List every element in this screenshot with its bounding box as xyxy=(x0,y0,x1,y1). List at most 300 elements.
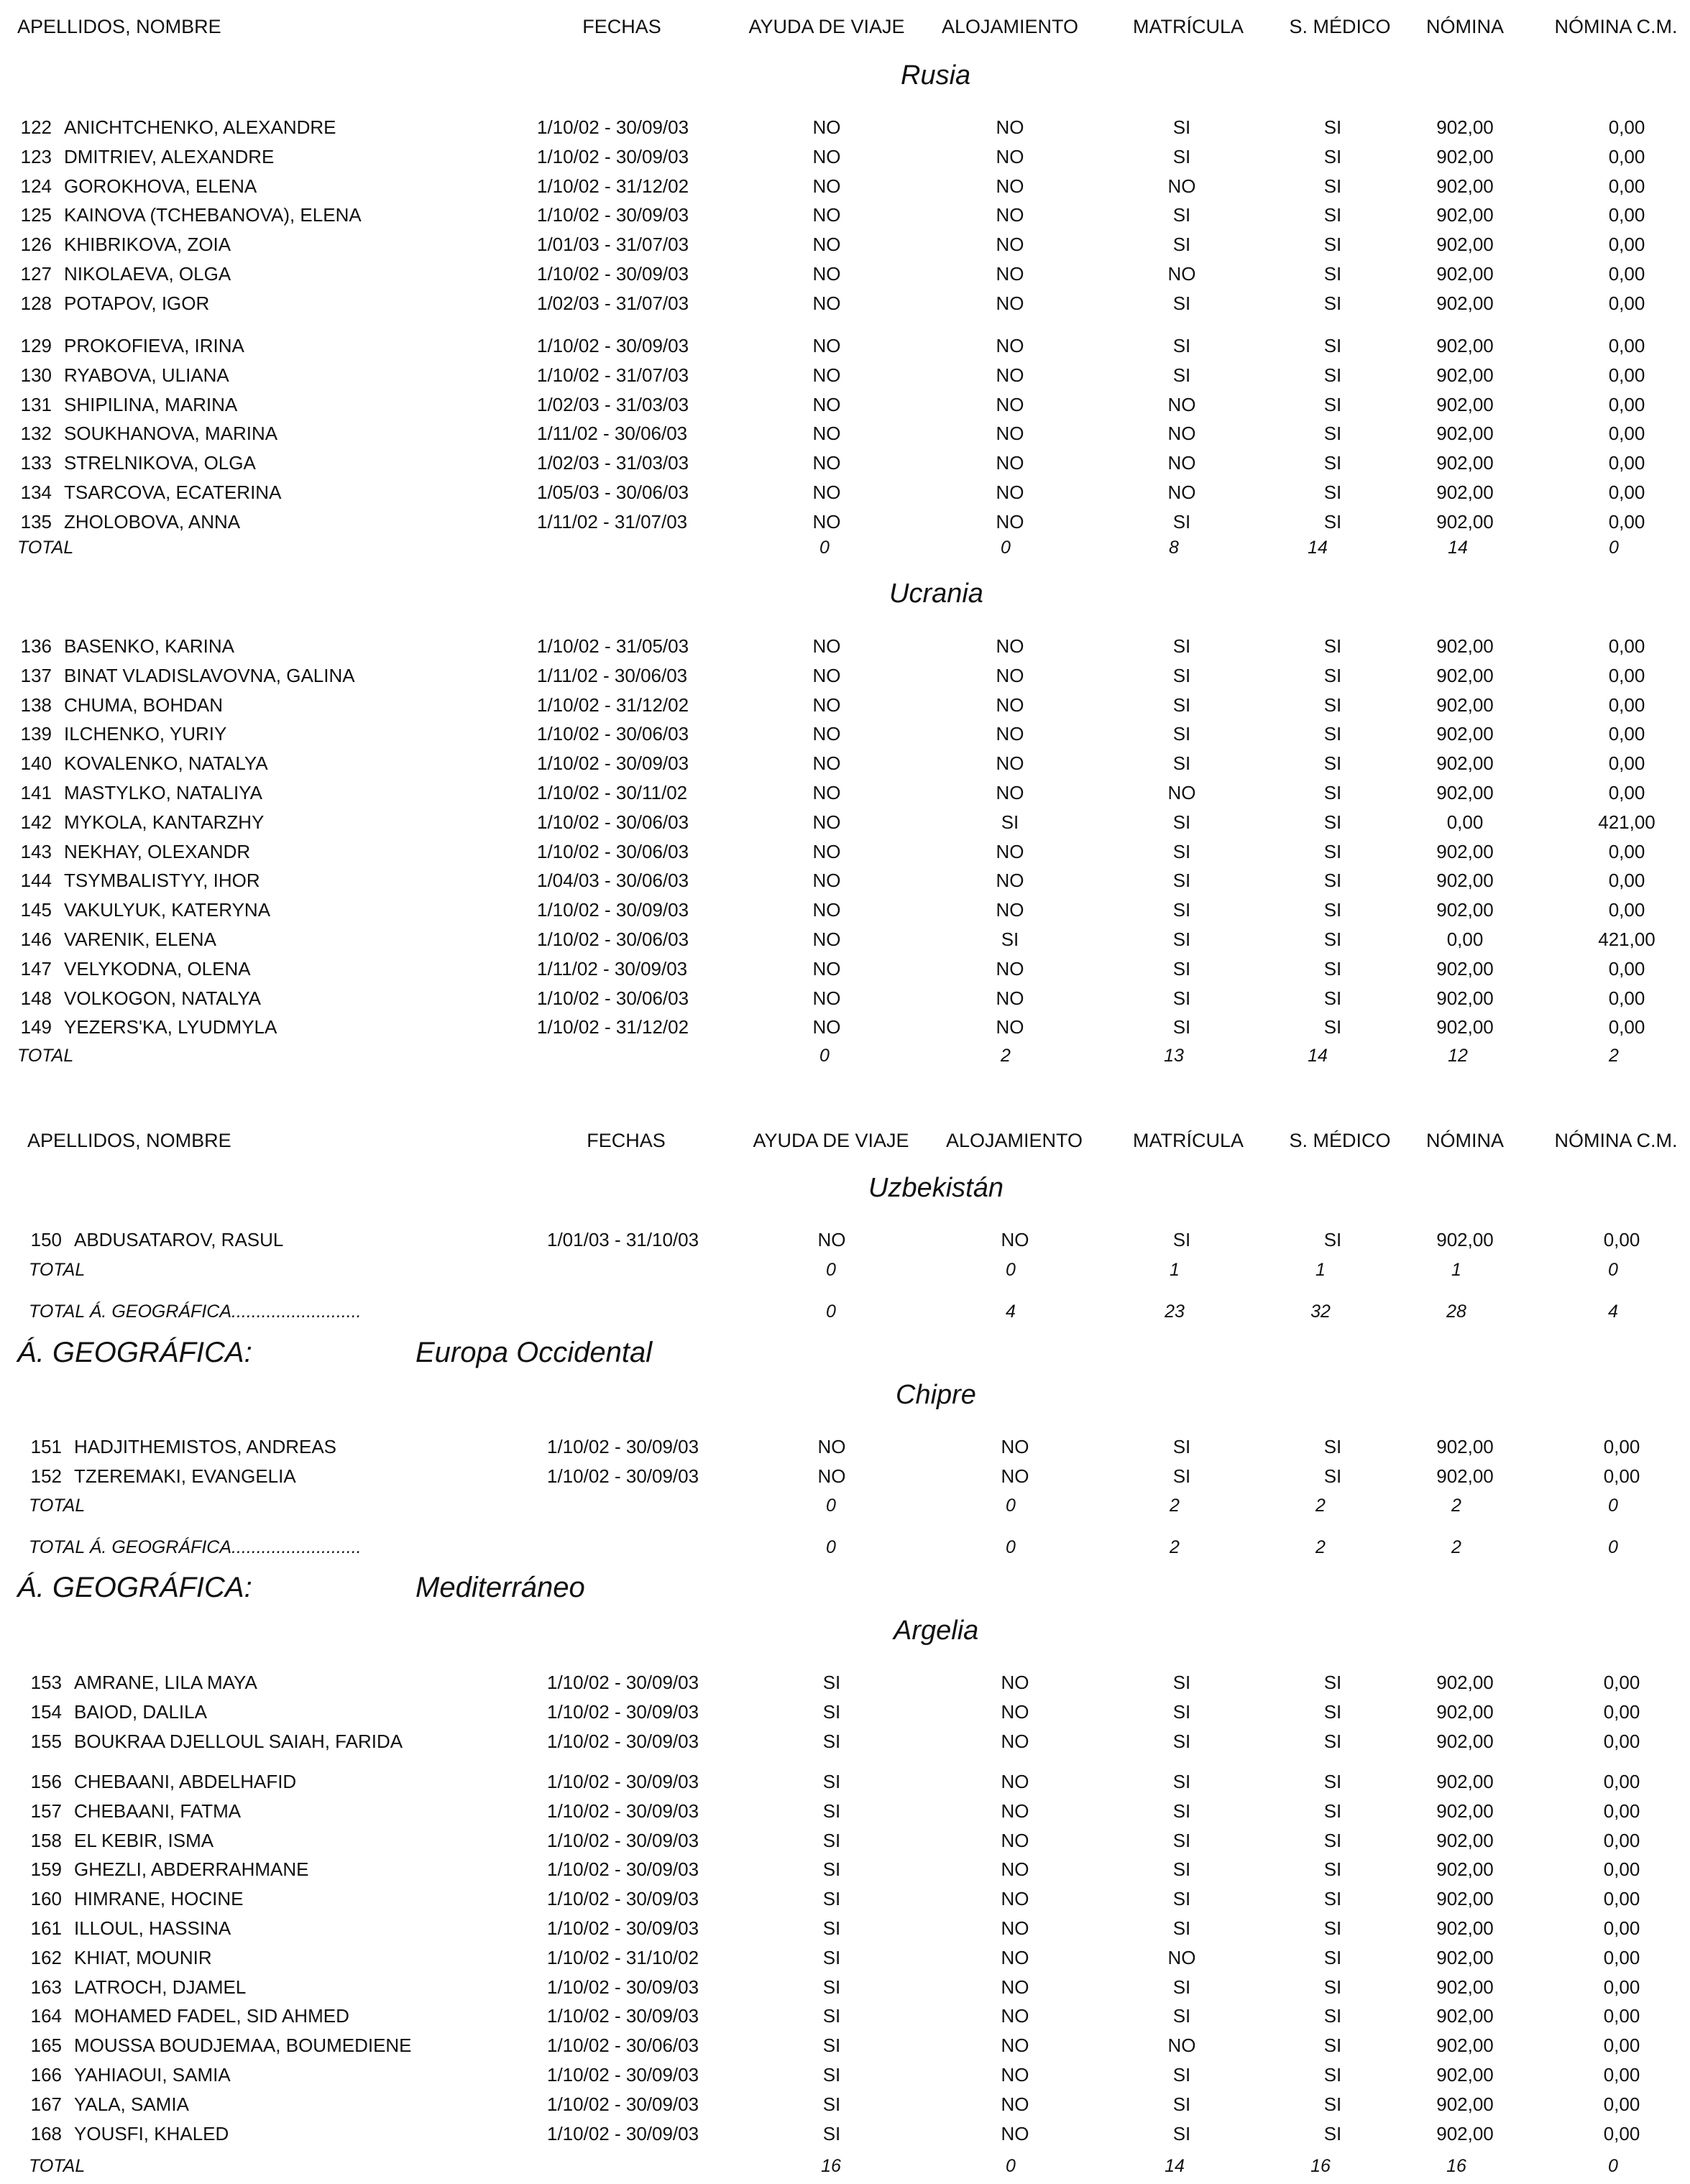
column-header: NÓMINA xyxy=(1426,16,1504,37)
date-range: 1/11/02 - 30/06/03 xyxy=(537,423,688,445)
table-row xyxy=(0,1465,1690,1491)
medical-cell: SI xyxy=(1323,452,1342,474)
medical-cell: SI xyxy=(1323,694,1342,716)
travel-aid-cell: NO xyxy=(812,694,841,716)
payroll-cm-cell: 421,00 xyxy=(1598,929,1655,950)
row-number: 151 xyxy=(30,1436,62,1457)
total-value: 0 xyxy=(826,1301,836,1322)
payroll-cell: 902,00 xyxy=(1436,1465,1494,1487)
person-name: VOLKOGON, NATALYA xyxy=(64,987,262,1009)
column-header: S. MÉDICO xyxy=(1289,1130,1391,1151)
payroll-cm-cell: 421,00 xyxy=(1598,811,1655,833)
person-name: CHEBAANI, ABDELHAFID xyxy=(74,1771,297,1792)
payroll-cell: 902,00 xyxy=(1436,116,1494,138)
date-range: 1/10/02 - 31/12/02 xyxy=(537,175,689,197)
person-name: AMRANE, LILA MAYA xyxy=(74,1672,257,1693)
medical-cell: SI xyxy=(1323,664,1342,686)
travel-aid-cell: SI xyxy=(822,1800,841,1822)
table-row xyxy=(0,1858,1690,1884)
travel-aid-cell: NO xyxy=(812,145,841,167)
lodging-cell: NO xyxy=(996,635,1024,657)
person-name: ABDUSATAROV, RASUL xyxy=(74,1229,284,1250)
enrollment-cell: SI xyxy=(1172,1672,1191,1693)
lodging-cell: NO xyxy=(996,752,1024,775)
payroll-cell: 902,00 xyxy=(1436,234,1494,256)
lodging-cell: NO xyxy=(996,116,1024,138)
date-range: 1/10/02 - 30/09/03 xyxy=(547,1771,699,1792)
payroll-cm-cell: 0,00 xyxy=(1608,204,1645,226)
travel-aid-cell: NO xyxy=(817,1436,846,1457)
date-range: 1/10/02 - 30/09/03 xyxy=(547,2064,699,2086)
enrollment-cell: SI xyxy=(1172,234,1191,256)
travel-aid-cell: NO xyxy=(812,1016,841,1038)
person-name: TSYMBALISTYY, IHOR xyxy=(64,870,260,892)
medical-cell: SI xyxy=(1323,145,1342,167)
travel-aid-cell: NO xyxy=(812,335,841,356)
row-number: 161 xyxy=(30,1917,62,1939)
date-range: 1/10/02 - 30/06/03 xyxy=(537,811,689,833)
lodging-cell: NO xyxy=(996,694,1024,716)
enrollment-cell: SI xyxy=(1172,1888,1191,1910)
payroll-cm-cell: 0,00 xyxy=(1608,510,1645,533)
country-title: Uzbekistán xyxy=(868,1173,1004,1203)
column-header: NÓMINA C.M. xyxy=(1554,1130,1678,1151)
row-number: 123 xyxy=(20,145,52,167)
medical-cell: SI xyxy=(1323,263,1342,285)
total-value: 0 xyxy=(826,1537,836,1557)
column-header: AYUDA DE VIAJE xyxy=(753,1130,909,1151)
table-row xyxy=(0,2064,1690,2090)
payroll-cell: 902,00 xyxy=(1436,664,1494,686)
column-header: ALOJAMIENTO xyxy=(945,1130,1083,1151)
lodging-cell: NO xyxy=(996,234,1024,256)
date-range: 1/04/03 - 30/06/03 xyxy=(537,870,689,892)
date-range: 1/10/02 - 30/09/03 xyxy=(537,899,689,921)
medical-cell: SI xyxy=(1323,723,1342,745)
lodging-cell: NO xyxy=(996,204,1024,226)
payroll-cell: 902,00 xyxy=(1436,423,1494,445)
payroll-cell: 902,00 xyxy=(1436,1946,1494,1968)
medical-cell: SI xyxy=(1323,957,1342,980)
payroll-cm-cell: 0,00 xyxy=(1603,1858,1640,1881)
medical-cell: SI xyxy=(1323,2093,1342,2115)
lodging-cell: NO xyxy=(996,510,1024,533)
total-value: 0 xyxy=(1608,1537,1618,1557)
payroll-cm-cell: 0,00 xyxy=(1608,393,1645,415)
total-label: TOTAL xyxy=(29,1496,86,1516)
enrollment-cell: SI xyxy=(1172,1436,1191,1457)
table-row xyxy=(0,511,1690,537)
row-number: 155 xyxy=(30,1730,62,1752)
medical-cell: SI xyxy=(1323,1858,1342,1881)
lodging-cell: NO xyxy=(996,393,1024,415)
enrollment-cell: SI xyxy=(1172,929,1191,950)
person-name: YAHIAOUI, SAMIA xyxy=(74,2064,231,2086)
travel-aid-cell: NO xyxy=(812,987,841,1009)
medical-cell: SI xyxy=(1323,635,1342,657)
enrollment-cell: SI xyxy=(1172,335,1191,356)
total-value: 14 xyxy=(1448,538,1468,558)
lodging-cell: NO xyxy=(996,263,1024,285)
date-range: 1/10/02 - 30/09/03 xyxy=(547,2122,699,2144)
person-name: GOROKHOVA, ELENA xyxy=(64,175,257,197)
person-name: MOUSSA BOUDJEMAA, BOUMEDIENE xyxy=(74,2035,412,2057)
payroll-cell: 902,00 xyxy=(1436,2093,1494,2115)
payroll-cell: 902,00 xyxy=(1436,204,1494,226)
lodging-cell: NO xyxy=(1001,2122,1029,2144)
date-range: 1/11/02 - 30/09/03 xyxy=(537,957,688,980)
lodging-cell: NO xyxy=(1001,1672,1029,1693)
total-value: 23 xyxy=(1165,1301,1185,1322)
payroll-cell: 902,00 xyxy=(1436,2035,1494,2057)
payroll-cell: 902,00 xyxy=(1436,1229,1494,1250)
person-name: MOHAMED FADEL, SID AHMED xyxy=(74,2005,349,2027)
row-number: 125 xyxy=(20,204,52,226)
lodging-cell: NO xyxy=(1001,2064,1029,2086)
lodging-cell: NO xyxy=(1001,1946,1029,1968)
payroll-cell: 902,00 xyxy=(1436,482,1494,503)
row-number: 132 xyxy=(20,423,52,445)
date-range: 1/10/02 - 30/09/03 xyxy=(547,1465,699,1487)
total-value: 14 xyxy=(1308,538,1328,558)
travel-aid-cell: NO xyxy=(812,929,841,950)
date-range: 1/10/02 - 30/09/03 xyxy=(537,145,689,167)
medical-cell: SI xyxy=(1323,987,1342,1009)
total-value: 2 xyxy=(1315,1496,1326,1516)
medical-cell: SI xyxy=(1323,1730,1342,1752)
enrollment-cell: SI xyxy=(1172,2064,1191,2086)
person-name: PROKOFIEVA, IRINA xyxy=(64,335,244,356)
lodging-cell: NO xyxy=(996,899,1024,921)
lodging-cell: NO xyxy=(1001,1771,1029,1792)
date-range: 1/10/02 - 30/09/03 xyxy=(537,204,689,226)
medical-cell: SI xyxy=(1323,335,1342,356)
row-number: 150 xyxy=(30,1229,62,1250)
person-name: KHIBRIKOVA, ZOIA xyxy=(64,234,231,256)
person-name: MASTYLKO, NATALIYA xyxy=(64,782,262,803)
payroll-cm-cell: 0,00 xyxy=(1608,752,1645,775)
enrollment-cell: NO xyxy=(1167,175,1196,197)
total-value: 2 xyxy=(1170,1496,1180,1516)
payroll-cm-cell: 0,00 xyxy=(1608,452,1645,474)
medical-cell: SI xyxy=(1323,1976,1342,1998)
person-name: VELYKODNA, OLENA xyxy=(64,957,251,980)
total-label: TOTAL xyxy=(29,2156,86,2176)
travel-aid-cell: SI xyxy=(822,1730,841,1752)
lodging-cell: NO xyxy=(996,723,1024,745)
date-range: 1/10/02 - 30/09/03 xyxy=(547,1888,699,1910)
row-number: 152 xyxy=(30,1465,62,1487)
column-header-row xyxy=(0,16,1690,45)
column-header: NÓMINA xyxy=(1426,1130,1504,1151)
lodging-cell: NO xyxy=(1001,1730,1029,1752)
enrollment-cell: SI xyxy=(1172,1730,1191,1752)
payroll-cm-cell: 0,00 xyxy=(1603,1771,1640,1792)
person-name: HIMRANE, HOCINE xyxy=(74,1888,244,1910)
person-name: SHIPILINA, MARINA xyxy=(64,393,238,415)
travel-aid-cell: NO xyxy=(812,723,841,745)
payroll-cm-cell: 0,00 xyxy=(1603,2122,1640,2144)
travel-aid-cell: NO xyxy=(812,664,841,686)
row-number: 140 xyxy=(20,752,52,775)
medical-cell: SI xyxy=(1323,423,1342,445)
table-row xyxy=(0,1016,1690,1042)
table-row xyxy=(0,1436,1690,1462)
lodging-cell: NO xyxy=(996,364,1024,386)
lodging-cell: NO xyxy=(1001,1700,1029,1723)
travel-aid-cell: NO xyxy=(812,263,841,285)
person-name: CHUMA, BOHDAN xyxy=(64,694,224,716)
medical-cell: SI xyxy=(1323,2005,1342,2027)
medical-cell: SI xyxy=(1323,1465,1342,1487)
total-value: 0 xyxy=(819,538,830,558)
payroll-cell: 902,00 xyxy=(1436,752,1494,775)
country-total-row xyxy=(0,538,1690,563)
date-range: 1/10/02 - 30/09/03 xyxy=(547,1829,699,1851)
enrollment-cell: SI xyxy=(1172,1800,1191,1822)
payroll-cell: 902,00 xyxy=(1436,1016,1494,1038)
payroll-cell: 902,00 xyxy=(1436,263,1494,285)
lodging-cell: NO xyxy=(996,840,1024,862)
lodging-cell: SI xyxy=(1001,811,1019,833)
lodging-cell: NO xyxy=(996,664,1024,686)
enrollment-cell: SI xyxy=(1172,1016,1191,1038)
travel-aid-cell: NO xyxy=(812,393,841,415)
enrollment-cell: NO xyxy=(1167,482,1196,503)
medical-cell: SI xyxy=(1323,1016,1342,1038)
person-name: BINAT VLADISLAVOVNA, GALINA xyxy=(64,664,355,686)
medical-cell: SI xyxy=(1323,2122,1342,2144)
table-row xyxy=(0,929,1690,954)
date-range: 1/10/02 - 30/06/03 xyxy=(547,2035,699,2057)
payroll-cell: 902,00 xyxy=(1436,1917,1494,1939)
medical-cell: SI xyxy=(1323,1229,1342,1250)
row-number: 158 xyxy=(30,1829,62,1851)
row-number: 136 xyxy=(20,635,52,657)
row-number: 127 xyxy=(20,263,52,285)
table-row xyxy=(0,482,1690,507)
total-value: 0 xyxy=(1001,538,1011,558)
enrollment-cell: SI xyxy=(1172,145,1191,167)
enrollment-cell: SI xyxy=(1172,1465,1191,1487)
person-name: BOUKRAA DJELLOUL SAIAH, FARIDA xyxy=(74,1730,403,1752)
medical-cell: SI xyxy=(1323,116,1342,138)
date-range: 1/11/02 - 31/07/03 xyxy=(537,510,688,533)
table-row xyxy=(0,146,1690,172)
medical-cell: SI xyxy=(1323,1672,1342,1693)
lodging-cell: NO xyxy=(1001,1976,1029,1998)
area-total-row xyxy=(0,1301,1690,1327)
payroll-cell: 902,00 xyxy=(1436,292,1494,314)
travel-aid-cell: NO xyxy=(812,870,841,892)
medical-cell: SI xyxy=(1323,1888,1342,1910)
date-range: 1/10/02 - 30/09/03 xyxy=(547,1917,699,1939)
area-total-label: TOTAL Á. GEOGRÁFICA.......................... xyxy=(29,1537,362,1557)
date-range: 1/10/02 - 30/09/03 xyxy=(547,1700,699,1723)
medical-cell: SI xyxy=(1323,234,1342,256)
table-row xyxy=(0,1888,1690,1914)
enrollment-cell: NO xyxy=(1167,452,1196,474)
travel-aid-cell: NO xyxy=(812,957,841,980)
payroll-cell: 902,00 xyxy=(1436,1771,1494,1792)
row-number: 126 xyxy=(20,234,52,256)
enrollment-cell: SI xyxy=(1172,2093,1191,2115)
enrollment-cell: SI xyxy=(1172,2122,1191,2144)
medical-cell: SI xyxy=(1323,782,1342,803)
column-header: FECHAS xyxy=(582,16,661,37)
person-name: DMITRIEV, ALEXANDRE xyxy=(64,145,275,167)
table-row xyxy=(0,423,1690,448)
payroll-cm-cell: 0,00 xyxy=(1603,1946,1640,1968)
date-range: 1/02/03 - 31/07/03 xyxy=(537,292,689,314)
person-name: HADJITHEMISTOS, ANDREAS xyxy=(74,1436,337,1457)
payroll-cell: 902,00 xyxy=(1436,870,1494,892)
table-row xyxy=(0,1229,1690,1255)
date-range: 1/10/02 - 30/06/03 xyxy=(537,840,689,862)
row-number: 162 xyxy=(30,1946,62,1968)
total-value: 0 xyxy=(1006,2156,1016,2176)
payroll-cm-cell: 0,00 xyxy=(1608,840,1645,862)
payroll-cell: 902,00 xyxy=(1436,1976,1494,1998)
total-value: 0 xyxy=(1006,1537,1016,1557)
payroll-cm-cell: 0,00 xyxy=(1603,1730,1640,1752)
medical-cell: SI xyxy=(1323,870,1342,892)
enrollment-cell: SI xyxy=(1172,116,1191,138)
enrollment-cell: SI xyxy=(1172,664,1191,686)
medical-cell: SI xyxy=(1323,899,1342,921)
person-name: YEZERS'KA, LYUDMYLA xyxy=(64,1016,277,1038)
row-number: 135 xyxy=(20,510,52,533)
row-number: 148 xyxy=(20,987,52,1009)
enrollment-cell: SI xyxy=(1172,811,1191,833)
medical-cell: SI xyxy=(1323,510,1342,533)
payroll-cell: 902,00 xyxy=(1436,1700,1494,1723)
payroll-cm-cell: 0,00 xyxy=(1608,145,1645,167)
enrollment-cell: SI xyxy=(1172,752,1191,775)
person-name: VAKULYUK, KATERYNA xyxy=(64,899,271,921)
travel-aid-cell: SI xyxy=(822,1858,841,1881)
payroll-cm-cell: 0,00 xyxy=(1603,1229,1640,1250)
travel-aid-cell: NO xyxy=(812,175,841,197)
table-row xyxy=(0,1672,1690,1697)
column-header: MATRÍCULA xyxy=(1132,1130,1244,1151)
medical-cell: SI xyxy=(1323,1946,1342,1968)
person-name: TZEREMAKI, EVANGELIA xyxy=(74,1465,296,1487)
payroll-cm-cell: 0,00 xyxy=(1603,2035,1640,2057)
geographic-area-name: Europa Occidental xyxy=(415,1337,653,1368)
date-range: 1/10/02 - 31/05/03 xyxy=(537,635,689,657)
payroll-cell: 902,00 xyxy=(1436,899,1494,921)
lodging-cell: NO xyxy=(996,870,1024,892)
medical-cell: SI xyxy=(1323,1829,1342,1851)
lodging-cell: NO xyxy=(996,1016,1024,1038)
table-row xyxy=(0,116,1690,142)
lodging-cell: NO xyxy=(996,423,1024,445)
payroll-cm-cell: 0,00 xyxy=(1608,957,1645,980)
country-title: Ucrania xyxy=(889,579,983,609)
date-range: 1/10/02 - 30/09/03 xyxy=(547,2093,699,2115)
payroll-cm-cell: 0,00 xyxy=(1608,782,1645,803)
date-range: 1/10/02 - 30/09/03 xyxy=(537,116,689,138)
medical-cell: SI xyxy=(1323,929,1342,950)
total-value: 14 xyxy=(1165,2156,1185,2176)
enrollment-cell: NO xyxy=(1167,263,1196,285)
person-name: SOUKHANOVA, MARINA xyxy=(64,423,278,445)
table-row xyxy=(0,665,1690,691)
enrollment-cell: SI xyxy=(1172,1229,1191,1250)
payroll-cm-cell: 0,00 xyxy=(1603,1829,1640,1851)
lodging-cell: NO xyxy=(1001,2093,1029,2115)
table-row xyxy=(0,335,1690,361)
medical-cell: SI xyxy=(1323,364,1342,386)
total-value: 2 xyxy=(1451,1537,1461,1557)
total-value: 0 xyxy=(1608,1496,1618,1516)
total-value: 2 xyxy=(1170,1537,1180,1557)
payroll-cell: 902,00 xyxy=(1436,2064,1494,2086)
person-name: NIKOLAEVA, OLGA xyxy=(64,263,231,285)
person-name: ZHOLOBOVA, ANNA xyxy=(64,510,241,533)
lodging-cell: NO xyxy=(1001,1229,1029,1250)
row-number: 159 xyxy=(30,1858,62,1881)
total-value: 32 xyxy=(1310,1301,1331,1322)
date-range: 1/10/02 - 30/09/03 xyxy=(547,1800,699,1822)
travel-aid-cell: SI xyxy=(822,1888,841,1910)
column-header: APELLIDOS, NOMBRE xyxy=(17,16,221,37)
total-value: 0 xyxy=(1609,538,1619,558)
enrollment-cell: SI xyxy=(1172,723,1191,745)
payroll-cm-cell: 0,00 xyxy=(1608,635,1645,657)
date-range: 1/10/02 - 30/11/02 xyxy=(537,782,688,803)
enrollment-cell: SI xyxy=(1172,840,1191,862)
travel-aid-cell: SI xyxy=(822,1946,841,1968)
row-number: 142 xyxy=(20,811,52,833)
row-number: 144 xyxy=(20,870,52,892)
date-range: 1/10/02 - 30/09/03 xyxy=(547,1672,699,1693)
payroll-cell: 902,00 xyxy=(1436,1888,1494,1910)
total-value: 14 xyxy=(1308,1046,1328,1066)
payroll-cell: 902,00 xyxy=(1436,987,1494,1009)
row-number: 139 xyxy=(20,723,52,745)
total-value: 16 xyxy=(821,2156,841,2176)
total-value: 2 xyxy=(1451,1496,1461,1516)
medical-cell: SI xyxy=(1323,393,1342,415)
person-name: KOVALENKO, NATALYA xyxy=(64,752,268,775)
lodging-cell: NO xyxy=(996,957,1024,980)
travel-aid-cell: SI xyxy=(822,2005,841,2027)
person-name: RYABOVA, ULIANA xyxy=(64,364,229,386)
medical-cell: SI xyxy=(1323,811,1342,833)
column-header: FECHAS xyxy=(587,1130,666,1151)
total-value: 1 xyxy=(1451,1260,1461,1280)
payroll-cell: 902,00 xyxy=(1436,175,1494,197)
enrollment-cell: SI xyxy=(1172,2005,1191,2027)
row-number: 160 xyxy=(30,1888,62,1910)
row-number: 138 xyxy=(20,694,52,716)
payroll-cm-cell: 0,00 xyxy=(1603,2064,1640,2086)
enrollment-cell: SI xyxy=(1172,635,1191,657)
lodging-cell: NO xyxy=(996,145,1024,167)
medical-cell: SI xyxy=(1323,1700,1342,1723)
payroll-cm-cell: 0,00 xyxy=(1603,2005,1640,2027)
total-value: 0 xyxy=(826,1260,836,1280)
total-value: 16 xyxy=(1446,2156,1466,2176)
date-range: 1/02/03 - 31/03/03 xyxy=(537,393,689,415)
travel-aid-cell: NO xyxy=(812,811,841,833)
column-header: NÓMINA C.M. xyxy=(1554,16,1678,37)
travel-aid-cell: SI xyxy=(822,1700,841,1723)
enrollment-cell: SI xyxy=(1172,510,1191,533)
payroll-cm-cell: 0,00 xyxy=(1603,1436,1640,1457)
